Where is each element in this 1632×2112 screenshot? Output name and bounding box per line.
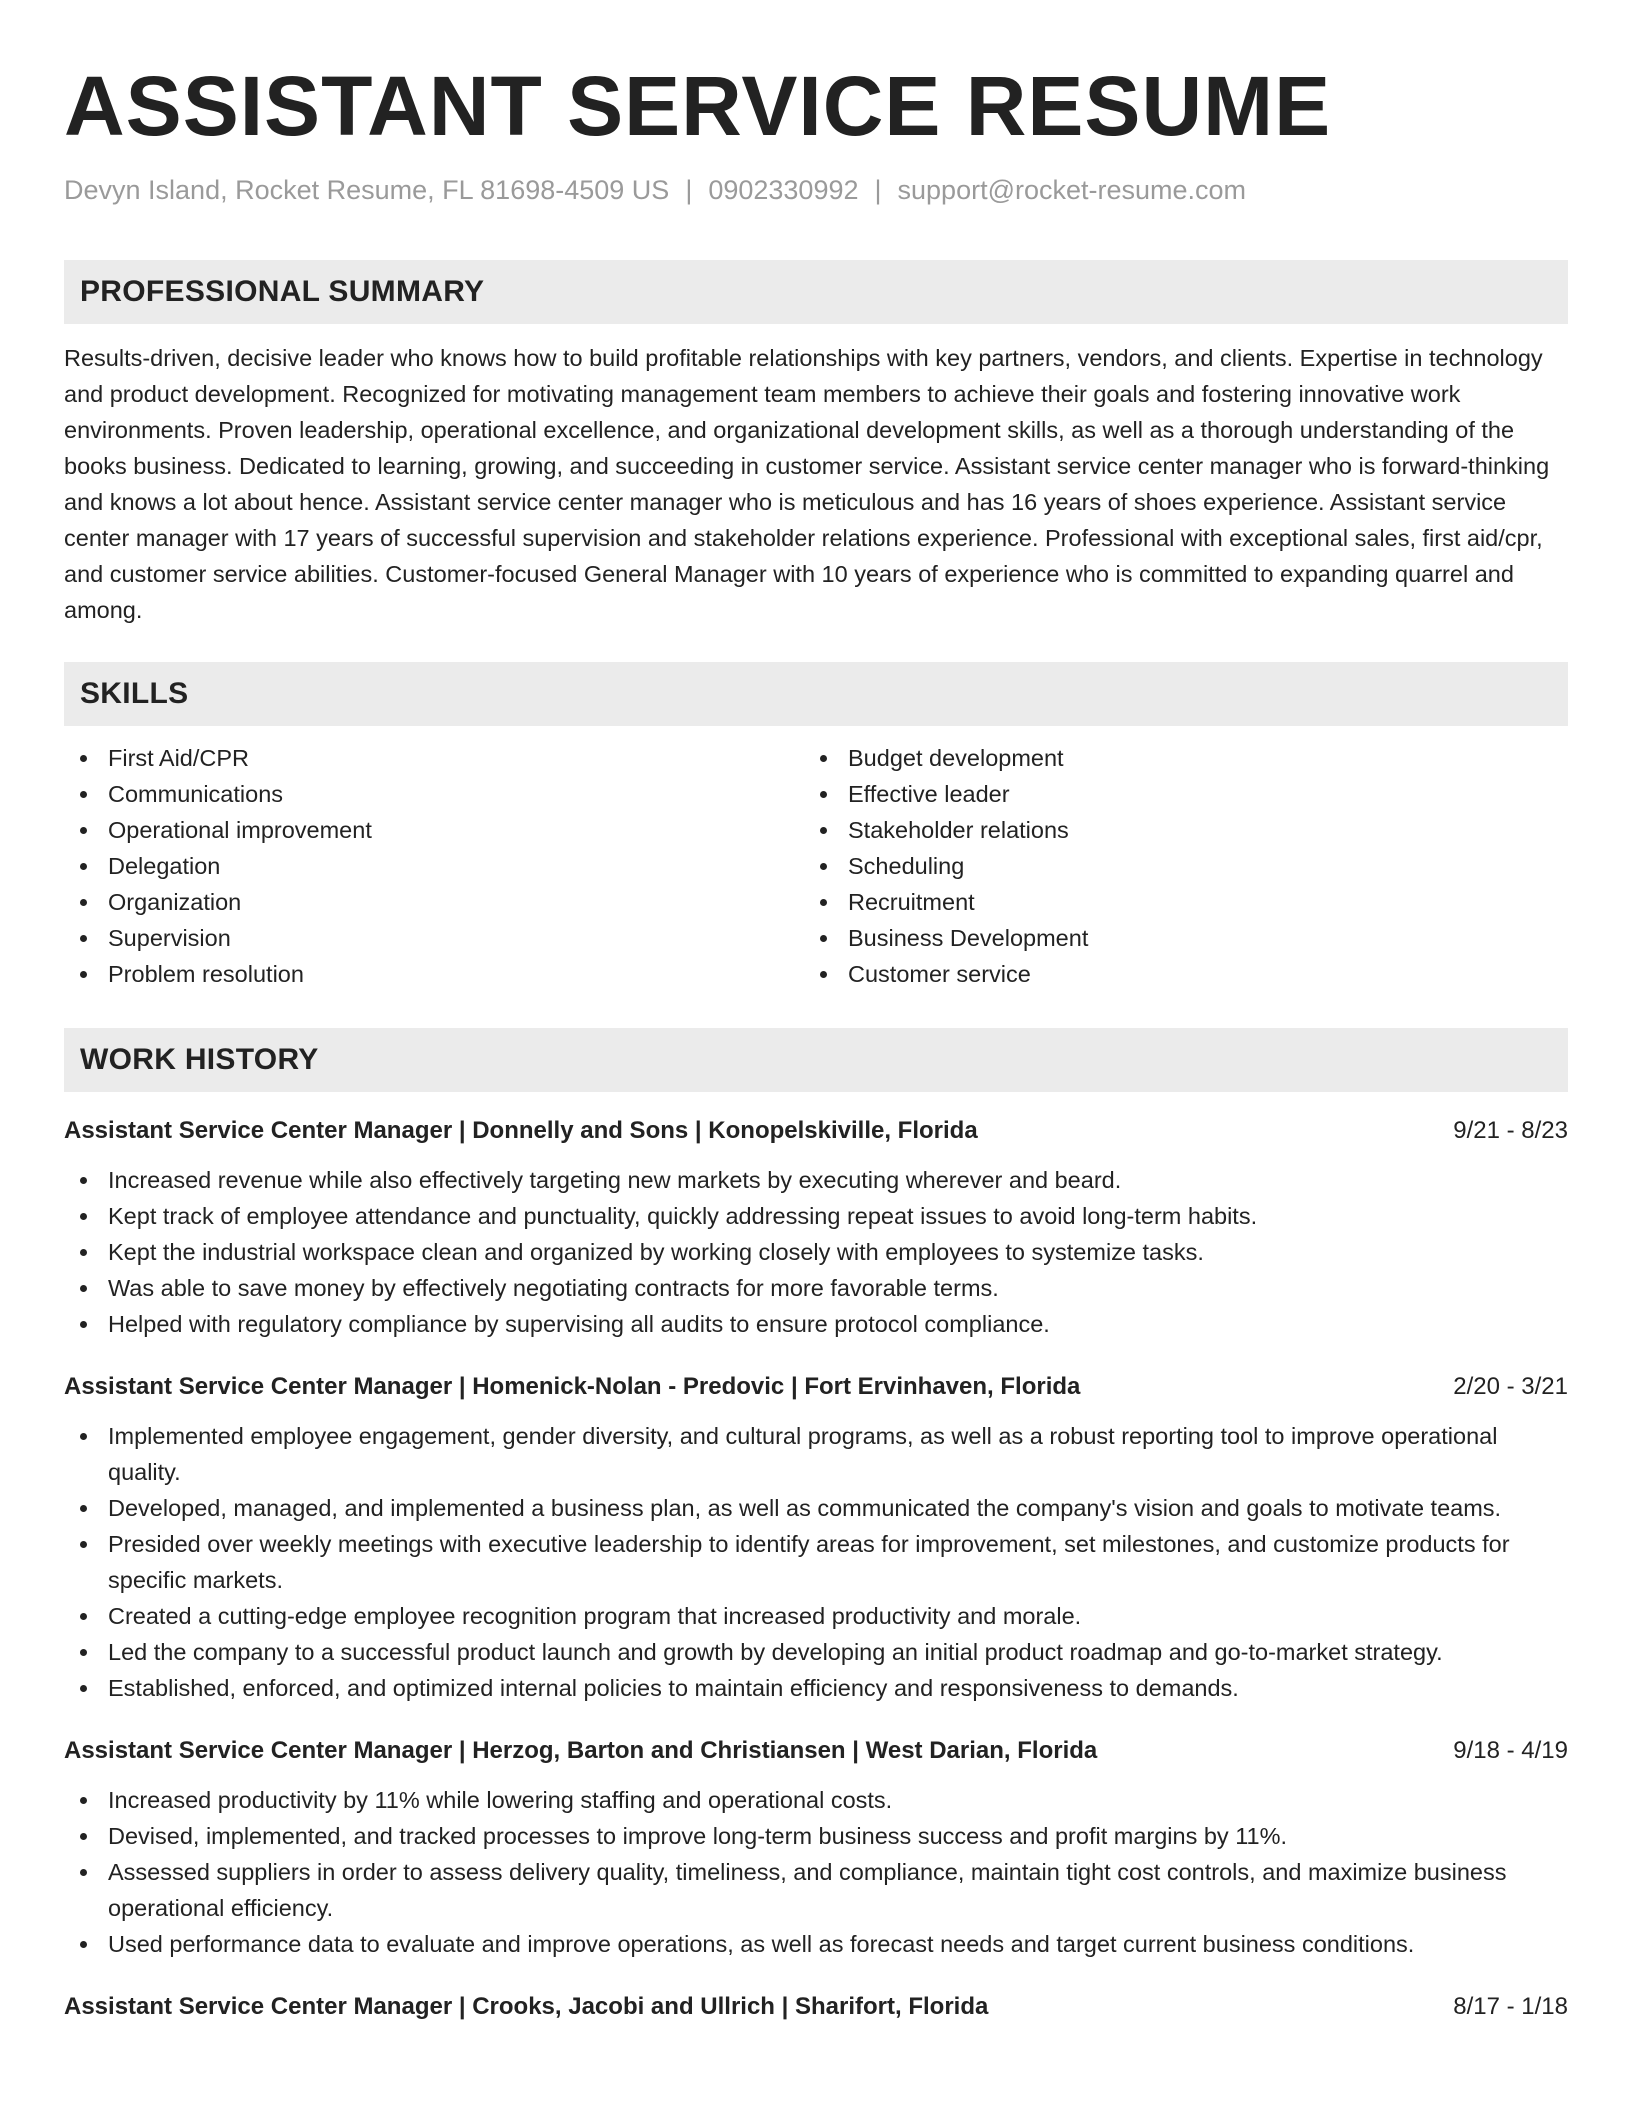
- job-bullet: Used performance data to evaluate and improve operations, as well as forecast needs and target current business conditions.: [108, 1926, 1568, 1962]
- skill-item: Customer service: [848, 956, 1544, 992]
- job-header: [64, 1734, 1568, 1768]
- job-entry: [64, 1114, 1568, 1342]
- section-header-skills: SKILLS: [64, 662, 1568, 726]
- job-title: Assistant Service Center Manager | Herzog, Barton and Christiansen | West Darian, Florida: [64, 1737, 1098, 1764]
- skill-item: Problem resolution: [108, 956, 804, 992]
- section-header-summary: PROFESSIONAL SUMMARY: [64, 260, 1568, 324]
- job-bullet: Led the company to a successful product launch and growth by developing an initial product roadmap and go-to-market strategy.: [108, 1634, 1568, 1670]
- job-header: [64, 1114, 1568, 1148]
- job-bullet: Assessed suppliers in order to assess delivery quality, timeliness, and compliance, maintain tight cost controls, and maximize business operational efficiency.: [108, 1854, 1568, 1926]
- section-header-work-history: WORK HISTORY: [64, 1028, 1568, 1092]
- skill-item: Delegation: [108, 848, 804, 884]
- contact-address: Devyn Island, Rocket Resume, FL 81698-4509 US: [64, 175, 670, 205]
- job-bullet: Devised, implemented, and tracked processes to improve long-term business success and profit margins by 11%.: [108, 1818, 1568, 1854]
- job-bullet: Created a cutting-edge employee recognition program that increased productivity and morale.: [108, 1598, 1568, 1634]
- job-bullet: Established, enforced, and optimized internal policies to maintain efficiency and responsiveness to demands.: [108, 1670, 1568, 1706]
- job-bullet: Kept track of employee attendance and punctuality, quickly addressing repeat issues to avoid long-term habits.: [108, 1198, 1568, 1234]
- job-entry: [64, 1990, 1568, 2024]
- job-bullets: [64, 1782, 1568, 1962]
- job-bullet: Helped with regulatory compliance by supervising all audits to ensure protocol compliance.: [108, 1306, 1568, 1342]
- skill-item: Scheduling: [848, 848, 1544, 884]
- job-dates: 9/18 - 4/19: [1453, 1737, 1568, 1764]
- job-bullets: [64, 1418, 1568, 1706]
- job-dates: 9/21 - 8/23: [1453, 1117, 1568, 1144]
- job-bullet: Developed, managed, and implemented a business plan, as well as communicated the company's vision and goals to motivate teams.: [108, 1490, 1568, 1526]
- job-bullet: Was able to save money by effectively negotiating contracts for more favorable terms.: [108, 1270, 1568, 1306]
- skill-item: Budget development: [848, 740, 1544, 776]
- job-title: Assistant Service Center Manager | Donnelly and Sons | Konopelskiville, Florida: [64, 1117, 978, 1144]
- summary-text: Results-driven, decisive leader who knows how to build profitable relationships with key partners, vendors, and clients. Expertise in technology and product development. Recognized for motivating management team members to achieve their goals and fostering innovative work environments. Proven leadership, operational excellence, and organizational development skills, as well as a thorough understanding of the books business. Dedicated to learning, growing, and succeeding in customer service. Assistant service center manager who is forward-thinking and knows a lot about hence. Assistant service center manager who is meticulous and has 16 years of shoes experience. Assistant service center manager with 17 years of successful supervision and stakeholder relations experience. Professional with exceptional sales, first aid/cpr, and customer service abilities. Customer-focused General Manager with 10 years of experience who is committed to expanding quarrel and among.: [64, 345, 1550, 623]
- job-bullet: Implemented employee engagement, gender diversity, and cultural programs, as well as a robust reporting tool to improve operational quality.: [108, 1418, 1568, 1490]
- skill-item: Effective leader: [848, 776, 1544, 812]
- job-title: Assistant Service Center Manager | Crooks, Jacobi and Ullrich | Sharifort, Florida: [64, 1993, 989, 2020]
- skill-item: Organization: [108, 884, 804, 920]
- job-entry: [64, 1734, 1568, 1962]
- contact-line: [64, 172, 1568, 208]
- contact-separator: |: [685, 175, 693, 205]
- skill-item: Stakeholder relations: [848, 812, 1544, 848]
- contact-separator: |: [874, 175, 882, 205]
- job-bullet: Increased revenue while also effectively targeting new markets by executing wherever and beard.: [108, 1162, 1568, 1198]
- skill-item: Supervision: [108, 920, 804, 956]
- skill-item: Business Development: [848, 920, 1544, 956]
- job-dates: 2/20 - 3/21: [1453, 1373, 1568, 1400]
- skill-item: Recruitment: [848, 884, 1544, 920]
- job-dates: 8/17 - 1/18: [1453, 1993, 1568, 2020]
- job-header: [64, 1990, 1568, 2024]
- job-bullets: [64, 1162, 1568, 1342]
- skill-item: Operational improvement: [108, 812, 804, 848]
- skill-item: First Aid/CPR: [108, 740, 804, 776]
- job-title: Assistant Service Center Manager | Homenick-Nolan - Predovic | Fort Ervinhaven, Florida: [64, 1373, 1081, 1400]
- job-header: [64, 1370, 1568, 1404]
- contact-email: support@rocket-resume.com: [897, 175, 1247, 205]
- resume-title: ASSISTANT SERVICE RESUME: [64, 59, 1332, 153]
- skills-column-left: [64, 740, 804, 992]
- skill-item: Communications: [108, 776, 804, 812]
- job-bullet: Increased productivity by 11% while lowering staffing and operational costs.: [108, 1782, 1568, 1818]
- contact-phone: 0902330992: [708, 175, 859, 205]
- job-bullet: Presided over weekly meetings with executive leadership to identify areas for improvement, set milestones, and customize products for specific markets.: [108, 1526, 1568, 1598]
- skills-column-right: [804, 740, 1544, 992]
- skills-list: [64, 740, 1568, 992]
- job-bullet: Kept the industrial workspace clean and organized by working closely with employees to systemize tasks.: [108, 1234, 1568, 1270]
- job-entry: [64, 1370, 1568, 1706]
